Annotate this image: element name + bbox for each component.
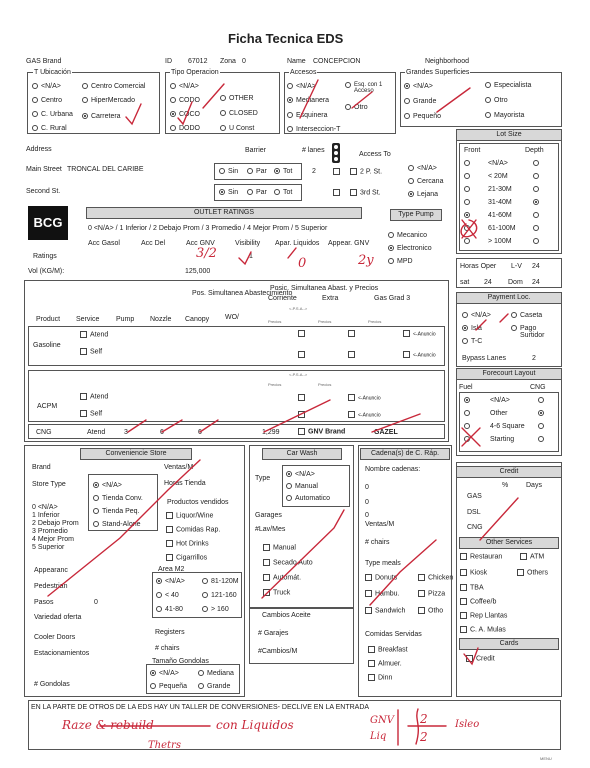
comida-opt[interactable]: Almuer.	[368, 660, 402, 667]
id-label: ID	[165, 58, 172, 65]
cng-nozzle: 6	[160, 429, 164, 436]
precios-label: Precios	[268, 382, 282, 387]
car-wash-type-label: Type	[255, 475, 271, 482]
credit-opt: CNG	[467, 524, 483, 531]
precios-label: Precios	[318, 319, 332, 324]
service-opt[interactable]: TBA	[460, 584, 484, 591]
store-type-opt[interactable]: Tienda Conv.	[93, 495, 143, 502]
convenience-title: Conveniencie Store	[80, 448, 192, 460]
outlet-col: Visibility	[235, 240, 261, 247]
lot-front-label: Front	[464, 147, 481, 154]
forecourt-option: Starting	[490, 436, 515, 443]
store-type-label: Store Type	[32, 481, 66, 488]
cards-opt[interactable]: Credit	[466, 655, 495, 662]
appearance-label: Appearanc	[34, 567, 68, 574]
cng-label: CNG	[36, 429, 52, 436]
forecourt-option: <N/A>	[490, 397, 510, 404]
gondola-opt[interactable]: Mediana	[198, 670, 234, 677]
cadenas-value: 0	[365, 499, 369, 506]
area-opt[interactable]: 121-160	[202, 592, 237, 599]
outlet-col: Acc Del	[141, 240, 166, 247]
horas-label: Horas Oper	[460, 263, 497, 270]
anuncio-opt[interactable]: <-Anuncio	[348, 394, 381, 401]
chairs-label: # chairs	[155, 645, 180, 652]
cng-pump: 3	[124, 429, 128, 436]
forecourt-fuel-label: Fuel	[459, 384, 473, 391]
acpm-label: ACPM	[37, 403, 58, 410]
ratings-label: Ratings	[33, 253, 57, 260]
hand-note: Raze & rebuild	[62, 718, 154, 732]
notes-text: EN LA PARTE DE OTROS DE LA EDS HAY UN TALLER DE CONVERSIONES- DECLIVE EN LA ENTRADA	[31, 704, 370, 711]
area-opt[interactable]: < 40	[156, 592, 179, 599]
gas-grad-label: Gas Grad 3	[374, 295, 411, 302]
type-meals-label: Type meals	[365, 560, 401, 567]
garages-label: Garages	[255, 512, 282, 519]
name-label: Name	[287, 58, 306, 65]
product-opt[interactable]: Comidas Rap.	[166, 526, 220, 533]
meal-opt[interactable]: Donuts	[365, 574, 397, 581]
cng-price: 1,299	[262, 429, 280, 436]
car-wash-title: Car Wash	[262, 448, 342, 460]
area-opt[interactable]: 81-120M	[202, 578, 239, 585]
gnv-brand-value: GAZEL	[374, 429, 398, 436]
operacion-opt[interactable]: <N/A>	[170, 83, 199, 90]
hand-rating: 2y	[358, 253, 374, 268]
ubicacion-opt[interactable]: Centro	[32, 97, 62, 104]
access-opt[interactable]: Lejana	[408, 191, 438, 198]
accesos-opt[interactable]: Otro	[345, 104, 368, 111]
product-opt[interactable]: Hot Drinks	[166, 540, 209, 547]
cadenas-nombre-label: Nombre cadenas:	[365, 466, 421, 473]
hand-note: Isleo	[455, 719, 480, 730]
other-services-title: Other Services	[459, 537, 559, 549]
forecourt-option: Other	[490, 410, 508, 417]
access-to-label: Access To	[359, 151, 391, 158]
pedestrian-label: Pedestrian	[34, 583, 68, 590]
lot-size-option: > 100M	[488, 238, 512, 245]
outlet-col: Acc Gasol	[88, 240, 120, 247]
ubicacion-opt[interactable]: C. Rural	[32, 125, 67, 132]
payment-opt[interactable]: T-C	[462, 338, 482, 345]
comidas-label: Comidas Servidas	[365, 631, 422, 638]
superficies-opt[interactable]: <N/A>	[404, 83, 433, 90]
garajes-label: # Garajes	[258, 630, 289, 637]
hand-note: con Liquidos	[216, 718, 294, 732]
precios-label: Precios	[318, 382, 332, 387]
outlet-scale: 0 <N/A> / 1 Inferior / 2 Debajo Prom / 3 Promedio / 4 Mejor Prom / 5 Superior	[88, 225, 328, 232]
service-opt[interactable]: C. A. Mulas	[460, 626, 506, 633]
outlet-col: Apar. Liquidos	[275, 240, 320, 247]
pump-opt[interactable]: Mecanico	[388, 232, 427, 239]
ubicacion-opt[interactable]: Carretera	[82, 113, 121, 120]
area-label: Area M2	[158, 566, 185, 573]
service-opt[interactable]: Others	[517, 569, 548, 576]
acpm-self-opt[interactable]: Self	[80, 410, 102, 417]
forecourt-cng-label: CNG	[530, 384, 546, 391]
col-nozzle: Nozzle	[150, 316, 172, 323]
ubicacion-opt[interactable]: HiperMercado	[82, 97, 135, 104]
horas-lv-value: 24	[532, 263, 540, 270]
ubicacion-title: T Ubicación	[34, 69, 71, 76]
ratings-visibility: 1	[249, 253, 253, 260]
credit-pct: %	[502, 482, 509, 489]
cadenas-value: 0	[365, 484, 369, 491]
product-opt[interactable]: Liquor/Wine	[166, 512, 213, 519]
accesos-opt[interactable]: Esquinera	[287, 112, 328, 119]
main-street-label: Main Street	[26, 166, 62, 173]
conv-scale: 0 <N/A> 1 Inferior 2 Debajo Prom 3 Promedio 4 Mejor Prom 5 Superior	[32, 504, 79, 551]
operacion-opt[interactable]: U Const	[220, 125, 254, 132]
operacion-opt[interactable]: COCO	[170, 111, 200, 118]
ubicacion-opt[interactable]: Centro Comercial	[82, 83, 145, 90]
gondola-opt[interactable]: <N/A>	[150, 670, 179, 677]
vol-label: Vol (KG/M):	[28, 268, 65, 275]
car-wash-type-opt[interactable]: Automatico	[286, 495, 330, 502]
store-type-opt[interactable]: Tienda Peq.	[93, 508, 140, 515]
operacion-opt[interactable]: DODO	[170, 125, 200, 132]
conv-ventas-label: Ventas/M	[164, 464, 194, 471]
accesos-opt[interactable]: Esq. con 1 Acceso	[345, 82, 394, 94]
psa-label: <-P.S.A.->	[289, 306, 308, 311]
col-service: Service	[76, 316, 100, 323]
anuncio-opt[interactable]: <-Anuncio	[403, 330, 436, 337]
service-opt[interactable]: Coffee/b	[460, 598, 496, 605]
cambios-mes-label: #Cambios/M	[258, 648, 298, 655]
barrier-opt[interactable]: Sin	[219, 168, 238, 175]
lav-mes-label: #Lav/Mes	[255, 526, 286, 533]
operacion-opt[interactable]: OTHER	[220, 95, 254, 102]
posic-sim-label: Posic. Simultanea Abast. y Precios	[270, 285, 379, 292]
gasoline-label: Gasoline	[33, 342, 61, 349]
outlet-col: Acc GNV	[186, 240, 215, 247]
superficies-opt[interactable]: Especialista	[485, 82, 531, 89]
credit-opt: GAS	[467, 493, 482, 500]
barrier-opt[interactable]: Tot	[274, 168, 292, 175]
payment-title: Payment Loc.	[456, 292, 562, 304]
corriente-label: Corriente	[268, 295, 297, 302]
operacion-opt[interactable]: CLOSED	[220, 110, 258, 117]
payment-opt[interactable]: Pago Surtidor	[511, 325, 550, 339]
superficies-opt[interactable]: Otro	[485, 97, 508, 104]
pasos-label: Pasos	[34, 599, 54, 606]
cooler-label: Cooler Doors	[34, 634, 76, 641]
type-pump-title: Type Pump	[390, 209, 442, 221]
wash-opt[interactable]: Automát.	[263, 574, 301, 581]
vol-value: 125,000	[185, 268, 211, 275]
area-opt[interactable]: 41-80	[156, 606, 183, 613]
area-opt[interactable]: > 160	[202, 606, 229, 613]
horas-dom-value: 24	[532, 279, 540, 286]
superficies-title: Grandes Superficies	[406, 69, 470, 76]
credit-title: Credit	[456, 466, 562, 478]
payment-opt[interactable]: Caseta	[511, 312, 542, 319]
extra-label: Extra	[322, 295, 339, 302]
anuncio-opt[interactable]: <-Anuncio	[403, 351, 436, 358]
area-opt[interactable]: <N/A>	[156, 578, 185, 585]
lot-size-option: < 20M	[488, 173, 508, 180]
comida-opt[interactable]: Breakfast	[368, 646, 408, 653]
cadenas-ventas-label: Ventas/M	[365, 521, 395, 528]
gas-brand-label: GAS Brand	[26, 58, 62, 65]
lot-size-option: 21-30M	[488, 186, 512, 193]
footer-code: MENU	[540, 756, 552, 761]
id-value: 67012	[188, 58, 208, 65]
car-wash-type-opt[interactable]: <N/A>	[286, 471, 315, 478]
cards-title: Cards	[459, 638, 559, 650]
hand-rating: 3/2	[196, 246, 217, 261]
cng-canopy: 6	[198, 429, 202, 436]
productos-label: Productos vendidos	[167, 499, 229, 506]
forecourt-option: 4-6 Square	[490, 423, 525, 430]
col-pump: Pump	[116, 316, 135, 323]
second-st-label: Second St.	[26, 188, 61, 195]
meal-opt[interactable]: Pizza	[418, 590, 445, 597]
barrier-opt[interactable]: Par	[247, 168, 267, 175]
acpm-atend-opt[interactable]: Atend	[80, 393, 108, 400]
ubicacion-opt[interactable]: <N/A>	[32, 83, 61, 90]
gasoline-atend-opt[interactable]: Atend	[80, 331, 108, 338]
lot-size-option: 31-40M	[488, 199, 512, 206]
gondola-opt[interactable]: Pequeña	[150, 683, 187, 690]
variedad-label: Variedad oferta	[34, 614, 82, 621]
superficies-opt[interactable]: Mayorista	[485, 112, 524, 119]
horas-tienda-label: Horas Tienda	[164, 480, 206, 487]
hand-rating: 0	[298, 256, 307, 271]
store-type-opt[interactable]: <N/A>	[93, 482, 122, 489]
gasoline-self-opt[interactable]: Self	[80, 348, 102, 355]
lanes-label: # lanes	[302, 147, 325, 154]
operacion-opt[interactable]: CODO	[170, 97, 200, 104]
meal-opt[interactable]: Otho	[418, 607, 443, 614]
lanes-value: 2	[312, 168, 316, 175]
zona-label: Zona	[220, 58, 236, 65]
barrier-label: Barrier	[245, 147, 267, 154]
pasos-value: 0	[94, 599, 98, 606]
superficies-opt[interactable]: Grande	[404, 98, 436, 105]
accesos-opt[interactable]: <N/A>	[287, 83, 316, 90]
precios-label: Precios	[268, 319, 282, 324]
payment-opt[interactable]: Isla	[462, 325, 482, 332]
superficies-opt[interactable]: Pequeño	[404, 113, 441, 120]
lot-size-option: <N/A>	[488, 160, 508, 167]
store-type-opt[interactable]: Stand-Alone	[93, 521, 141, 528]
bypass-label: Bypass Lanes	[462, 355, 506, 362]
forecourt-title: Forecourt Layout	[456, 368, 562, 380]
hand-note: Thetrs	[148, 740, 181, 751]
service-opt[interactable]: ATM	[520, 553, 544, 560]
registers-label: Registers	[155, 629, 185, 636]
col-product: Product	[36, 316, 61, 323]
lot-depth-label: Depth	[525, 147, 544, 154]
lanes-opt[interactable]: 2 P. St.	[350, 168, 382, 175]
credit-days: Days	[526, 482, 542, 489]
cadenas-title: Cadena(s) de C. Ráp.	[360, 448, 450, 460]
zona-value: 0	[242, 58, 246, 65]
lanes-opt[interactable]: 3rd St.	[350, 189, 381, 196]
col-wo: WO/	[225, 314, 239, 321]
ubicacion-opt[interactable]: C. Urbana	[32, 111, 73, 118]
hand-note: GNV	[370, 715, 394, 726]
psa-label: <-P.S.A.->	[289, 372, 308, 377]
service-opt[interactable]: Restauran	[460, 553, 502, 560]
bcg-logo: BCG	[28, 206, 68, 240]
main-street-value: TRONCAL DEL CARIBE	[67, 166, 144, 173]
gnv-brand-opt[interactable]: GNV Brand	[298, 428, 345, 435]
pump-opt[interactable]: MPD	[388, 258, 413, 265]
accesos-opt[interactable]: Medianera	[287, 97, 329, 104]
accesos-title: Accesos	[290, 69, 317, 76]
hand-note: 2	[420, 730, 428, 744]
address-label: Address	[26, 146, 52, 153]
lot-size-title: Lot Size	[456, 129, 562, 141]
horas-sat-label: sat	[460, 279, 470, 286]
conv-brand-label: Brand	[32, 464, 51, 471]
operacion-title: Tipo Operacion	[171, 69, 219, 76]
col-canopy: Canopy	[185, 316, 210, 323]
outlet-col: Appear. GNV	[328, 240, 370, 247]
barrier-opt[interactable]: Tot	[274, 189, 292, 196]
cadenas-value: 0	[365, 512, 369, 519]
barrier-opt[interactable]: Par	[247, 189, 267, 196]
barrier-opt[interactable]: Sin	[219, 189, 238, 196]
wash-opt[interactable]: Truck	[263, 589, 290, 596]
access-opt[interactable]: <N/A>	[408, 165, 437, 172]
comida-opt[interactable]: Dinn	[368, 674, 392, 681]
hand-note: Liq	[370, 731, 387, 742]
page-title: Ficha Tecnica EDS	[228, 31, 344, 46]
wash-opt[interactable]: Secado Auto	[263, 559, 313, 566]
credit-opt: DSL	[467, 509, 481, 516]
gondola-opt[interactable]: Grande	[198, 683, 230, 690]
car-wash-type-opt[interactable]: Manual	[286, 483, 318, 490]
gondolas-label: # Gondolas	[34, 681, 70, 688]
meal-opt[interactable]: Sandwich	[365, 607, 405, 614]
meal-opt[interactable]: Chicken	[418, 574, 453, 581]
payment-opt[interactable]: <N/A>	[462, 312, 491, 319]
horas-sat-value: 24	[484, 279, 492, 286]
lot-size-option: 61-100M	[488, 225, 516, 232]
product-opt[interactable]: Cigarrillos	[166, 554, 207, 561]
wash-opt[interactable]: Manual	[263, 544, 296, 551]
accesos-opt[interactable]: Interseccion-T	[287, 126, 340, 133]
neighborhood-label: Neighborhood	[425, 58, 469, 65]
service-opt[interactable]: Rep Llantas	[460, 612, 507, 619]
anuncio-opt[interactable]: <-Anuncio	[348, 411, 381, 418]
meal-opt[interactable]: Hambu.	[365, 590, 400, 597]
pos-sim-label: Pos. Simultanea Abastecimiento	[192, 290, 293, 297]
cng-atend: Atend	[87, 429, 106, 436]
lot-size-option: 41-60M	[488, 212, 512, 219]
precios-label: Precios	[368, 319, 382, 324]
bypass-value: 2	[532, 355, 536, 362]
pump-opt[interactable]: Electronico	[388, 245, 432, 252]
service-opt[interactable]: Kiosk	[460, 569, 487, 576]
outlet-ratings-title: OUTLET RATINGS	[86, 207, 362, 219]
cadenas-chairs-label: # chairs	[365, 539, 390, 546]
horas-lv-label: L-V	[511, 263, 522, 270]
gondolas-size-label: Tamaño Gondolas	[152, 658, 209, 665]
access-opt[interactable]: Cercana	[408, 178, 443, 185]
estac-label: Estacionamientos	[34, 650, 90, 657]
cambios-title: Cambios Aceite	[262, 612, 311, 619]
horas-dom-label: Dom	[508, 279, 523, 286]
name-value: CONCEPCION	[313, 58, 361, 65]
hand-note: 2	[420, 712, 428, 726]
